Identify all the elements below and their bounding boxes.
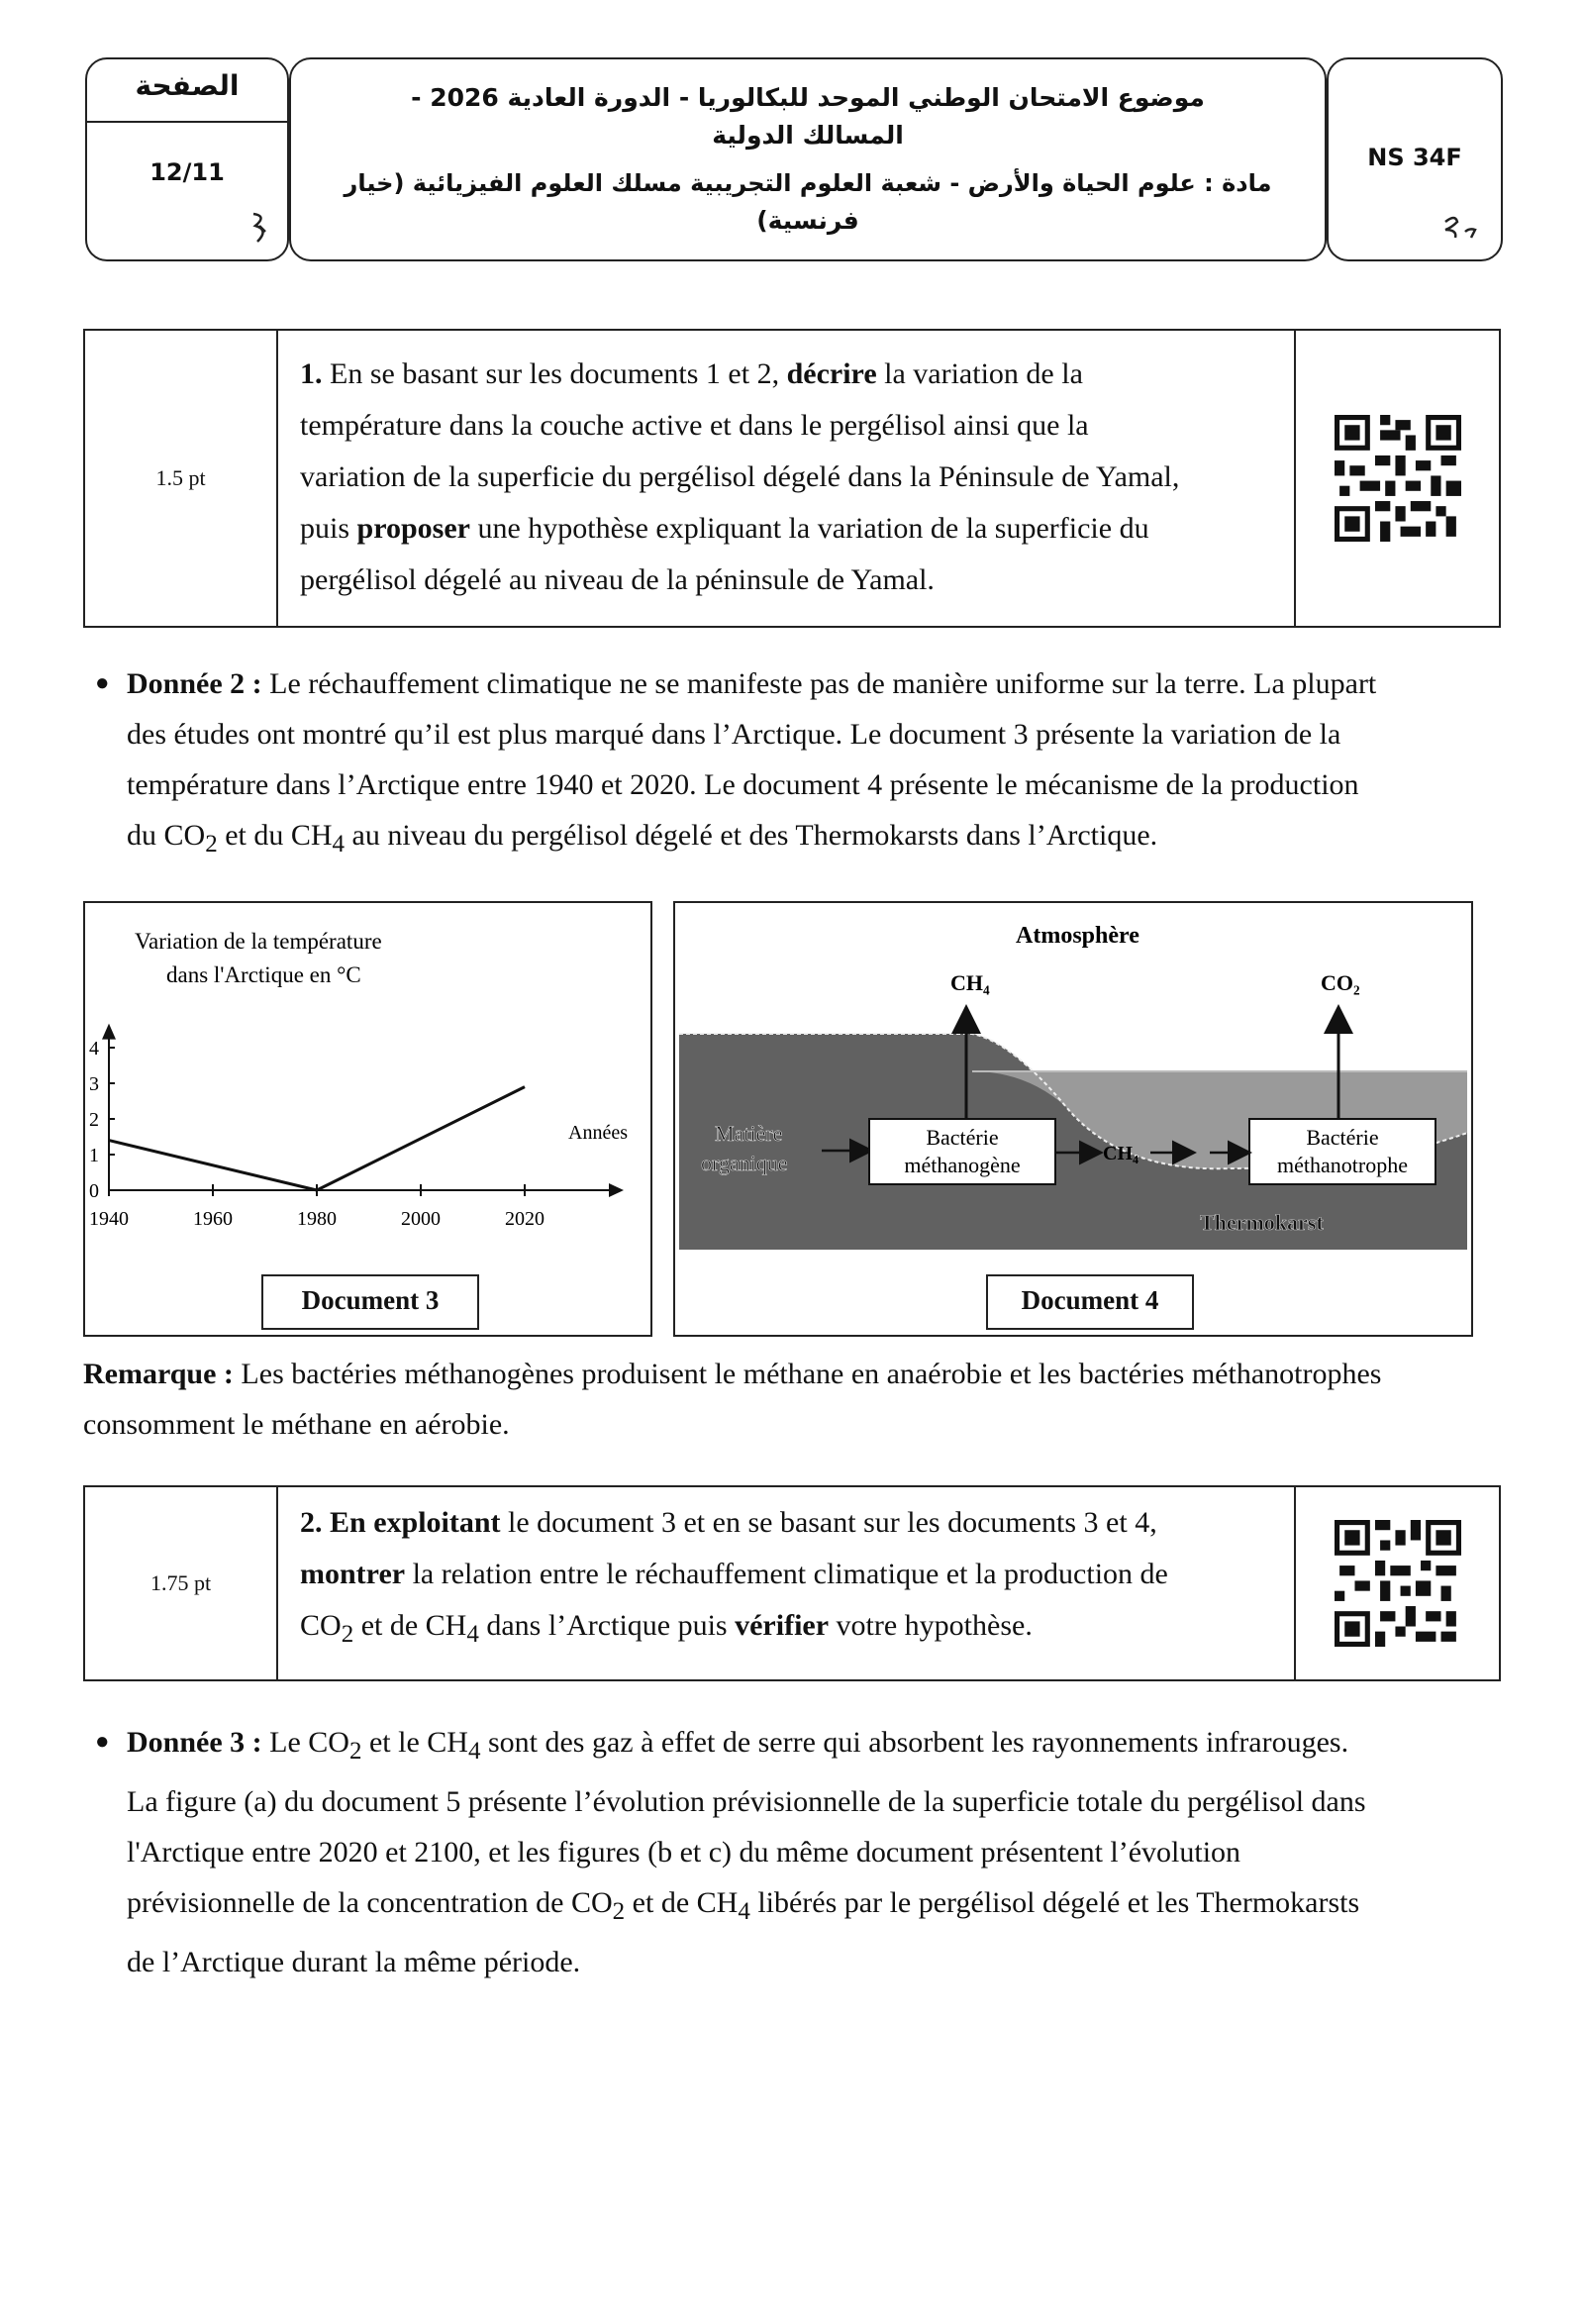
atmosphere-label: Atmosphère [1016,923,1139,949]
page-label: الصفحة [135,69,240,102]
document-4-diagram [675,903,1471,1250]
bacterie-methanogene-line2: méthanogène [904,1153,1021,1177]
question-2-box [83,1485,1501,1681]
donnee-2-line3: température dans l’Arctique entre 1940 et 2020. Le document 4 présente le mécanisme de la production [127,768,1359,801]
donnee-2-paragraph [95,658,1503,869]
chart-xlabel: Années [568,1122,628,1144]
document-3-label: Document 3 [261,1274,479,1330]
question-2-verb-exploiter: En exploitant [330,1506,501,1539]
donnee-2-line2: des études ont montré qu’il est plus marqué dans l’Arctique. Le document 3 présente la variation de la [127,718,1341,751]
donnee-3-line5: de l’Arctique durant la même période. [127,1946,581,1978]
donnee-3-line4: prévisionnelle de la concentration de $CO_2$ et de $CH_4$ libérés par le pergélisol dégelé et les Thermokarsts [127,1886,1360,1925]
question-2-line3: $CO_2$ et de $CH_4$ dans l’Arctique puis vérifier votre hypothèse. [300,1609,1033,1648]
chart-series [109,1087,525,1190]
donnee-2-line1: Le réchauffement climatique ne se manifeste pas de manière uniforme sur la terre. La plupart [269,667,1377,700]
y-tick-label: 2 [89,1109,99,1131]
qr-code-icon [1335,1520,1461,1647]
exam-code: NS 34F [1367,144,1462,171]
chart-ylabel-line1: Variation de la température [135,929,382,954]
x-tick-label: 1940 [89,1208,129,1230]
y-axis-arrow [102,1024,116,1040]
question-1-number: 1. [300,357,323,390]
page-label-divider [87,121,287,123]
donnee-3-line1: Donnée 3 : Le $CO_2$ et le $CH_4$ sont des gaz à effet de serre qui absorbent les rayonnements infrarouges. [127,1726,1349,1765]
document-3-box [83,901,652,1337]
exam-title-line3: مادة : علوم الحياة والأرض - شعبة العلوم التجريبية مسلك العلوم الفيزيائية (خيار [344,169,1272,197]
matiere-label-line2: organique [701,1151,788,1175]
exam-title-line1: موضوع الامتحان الوطني الموحد للبكالوريا - الدورة العادية 2026 - [411,83,1205,112]
question-1-points: 1.5 pt [85,331,278,626]
qr-code-icon [1335,415,1461,542]
donnee-3-line3: l'Arctique entre 2020 et 2100, et les figures (b et c) du même document présentent l’évolution [127,1836,1241,1869]
chart-ticks [89,1038,544,1230]
co2-top-label: CO₂ [1321,970,1360,995]
remarque-line1: Les bactéries méthanogènes produisent le méthane en anaérobie et les bactéries méthanotrophes [241,1358,1382,1390]
exam-title-line4: فرنسية) [756,206,859,235]
bacterie-methanotrophe-line2: méthanotrophe [1277,1153,1408,1177]
question-1-line2: température dans la couche active et dans le pergélisol ainsi que la [300,409,1089,442]
question-2-line1: le document 3 et en se basant sur les documents 3 et 4, [500,1506,1157,1539]
question-2-verb-montrer: montrer [300,1558,406,1590]
donnee-3-paragraph [95,1717,1503,1987]
x-axis-arrow [609,1183,624,1197]
question-2-text [278,1487,1296,1679]
thermokarst-label: Thermokarst [1200,1210,1324,1235]
exam-title-line2: المسالك الدولية [712,121,904,150]
x-tick-label: 2000 [401,1208,441,1230]
question-1-line3: variation de la superficie du pergélisol dégelé dans la Péninsule de Yamal, [300,460,1180,493]
donnee-3-line2: La figure (a) du document 5 présente l’évolution prévisionnelle de la superficie totale du pergélisol dans [127,1785,1366,1818]
chart-ylabel-line2: dans l'Arctique en °C [166,962,361,987]
bacterie-methanogene-line1: Bactérie [926,1125,999,1150]
donnee-2-line4: du $CO_2$ et du $CH_4$ au niveau du pergélisol dégelé et des Thermokarsts dans l’Arctique. [127,819,1158,858]
ch4-top-label: CH₄ [950,970,990,995]
question-1-line1c: la variation de la [876,357,1083,390]
page-number: 12/11 [149,158,225,186]
bullet-icon: ● [95,670,110,696]
y-tick-label: 1 [89,1145,99,1166]
question-2-verb-verifier: vérifier [735,1609,830,1642]
remarque-line2: consomment le méthane en aérobie. [83,1408,510,1441]
y-tick-label: 0 [89,1180,99,1202]
remarque-paragraph [83,1349,1503,1450]
document-4-label: Document 4 [986,1274,1194,1330]
x-tick-label: 1980 [297,1208,337,1230]
y-tick-label: 3 [89,1073,99,1095]
ch4-mid-label: CH₄ [1103,1143,1138,1164]
question-2-qr [1296,1487,1499,1679]
chart-axes [102,1024,624,1197]
question-1-qr [1296,331,1499,626]
question-2-points: 1.75 pt [85,1487,278,1679]
question-1-text [278,331,1296,626]
question-1-box [83,329,1501,628]
donnee-3-label: Donnée 3 : [127,1726,262,1759]
signature-mark [1437,208,1487,248]
x-tick-label: 2020 [505,1208,544,1230]
question-1-verb-proposer: proposer [356,512,470,545]
question-1-line5: pergélisol dégelé au niveau de la péninsule de Yamal. [300,563,935,596]
remarque-label: Remarque : [83,1358,234,1390]
question-2-line2: la relation entre le réchauffement climatique et la production de [405,1558,1168,1590]
question-1-verb-decrire: décrire [786,357,877,390]
donnee-2-label: Donnée 2 : [127,667,262,700]
matiere-label-line1: Matière [715,1121,783,1146]
bacterie-methanotrophe-line1: Bactérie [1306,1125,1379,1150]
header-code-box [1327,57,1503,261]
x-tick-label: 1960 [193,1208,233,1230]
initials-mark [246,208,275,248]
question-1-line4a: puis [300,512,357,545]
document-3-chart [85,903,649,1250]
question-2-number: 2. [300,1506,323,1539]
temperature-line [109,1087,525,1190]
question-1-line1a: En se basant sur les documents 1 et 2, [330,357,787,390]
bullet-icon: ● [95,1729,110,1755]
document-4-box [673,901,1473,1337]
question-1-line4c: une hypothèse expliquant la variation de la superficie du [469,512,1149,545]
header-title-box [289,57,1327,261]
y-tick-label: 4 [89,1038,99,1060]
header-page-box [85,57,289,261]
